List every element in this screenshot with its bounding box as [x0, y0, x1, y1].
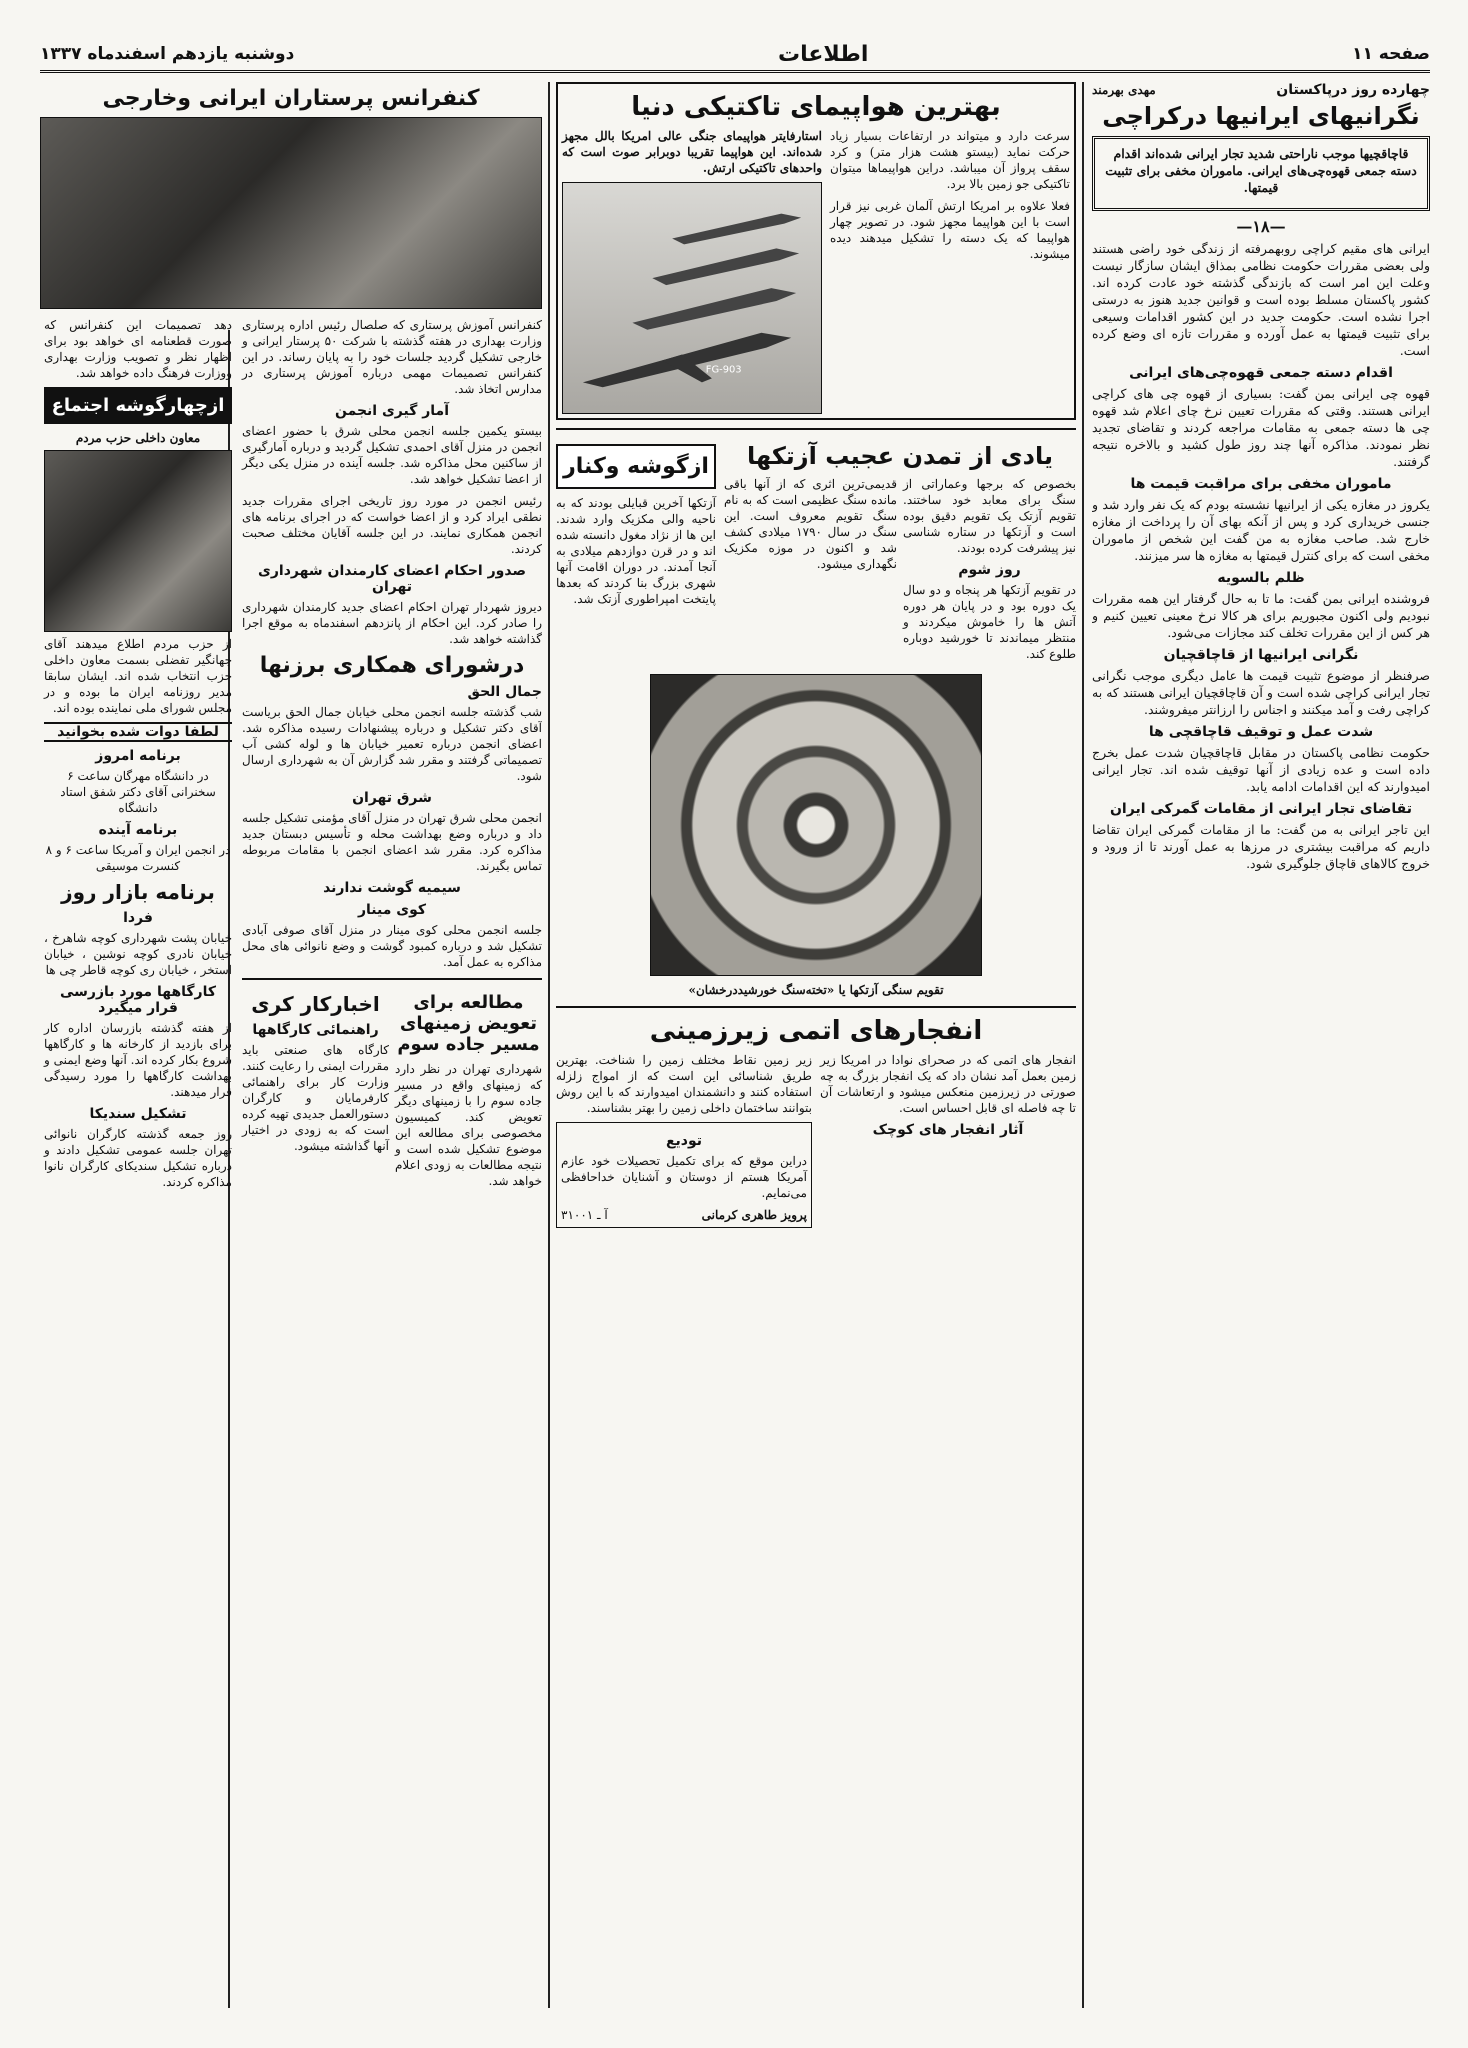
aztec-subheading: روز شوم — [958, 562, 1021, 578]
bazaar-headline: برنامه بازار روز — [61, 880, 215, 904]
subheading: کارگاهها مورد بازرسی قرار میگیرد — [59, 984, 217, 1016]
subheading: کوی مینار — [357, 902, 427, 918]
issue-date: دوشنبه یازدهم اسفندماه ۱۳۳۷ — [40, 44, 295, 64]
aztec-text: در تقویم آزتکها هر پنجاه و دو سال یک دوره بود و در پایان هر دوره آتش ها را خاموش میکردند و منتظر میماندند تا خورشید دوباره طلوع کند. — [903, 583, 1076, 661]
subheading: لطفا دوات شده بخوانید — [44, 722, 232, 742]
jets-text: فعلا علاوه بر امریکا ارتش آلمان غربی نیز قرار است با این هواپیما مجهز شود. در تصویر چهار هواپیما که یک دسته را تشکیل میدهند دیده میشوند. — [830, 199, 1070, 261]
program-title: برنامه امروز — [95, 748, 181, 764]
council-headline: درشورای همکاری برزنها — [259, 653, 525, 678]
paragraph: دیروز شهردار تهران احکام اعضای جدید کارمندان شهرداری را صادر کرد. این احکام از پانزدهم اسفندماه به موقع اجرا گذاشته خواهد شد. — [242, 600, 542, 646]
article-lead: قاچاقچیها موجب ناراحتی شدید تجار ایرانی شده‌اند اقدام دسته جمعی قهوه‌چی‌های ایرانی. ماموران مخفی برای تثبیت قیمتها. — [1105, 146, 1417, 195]
paragraph: جلسه انجمن محلی کوی مینار در منزل آقای صوفی آبادی تشکیل شد و درباره کمبود گوشت و وضع نانوائی های محل مذاکره به عمل آمد. — [242, 923, 542, 969]
subheading: ماموران مخفی برای مراقبت قیمت ها — [1130, 476, 1392, 492]
subheading: اقدام دسته جمعی قهوه‌چی‌های ایرانی — [1129, 365, 1393, 381]
atomic-text: انفجار های اتمی که در صحرای نوادا در امریکا زیر زمین بعمل آمد نشان داد که یک انفجار بزرگ به چه صورتی در زیرزمین منعکس میشود و ارتعاشات آن تا چه فاصله ای قابل احساس است. — [820, 1053, 1076, 1115]
section-banner: ازگوشه وکنار — [556, 444, 716, 489]
paragraph: حکومت نظامی پاکستان در مقابل قاچاقچیان شدت عمل بخرج داده است و عده زیادی از آنها توقیف شده اند. تجار ایرانی امیدوارند که این اقدامات ادامه یابد. — [1092, 745, 1430, 794]
farewell-text: دراین موقع که برای تکمیل تحصیلات خود عازم آمریکا هستم از دوستان و آشنایان خداحافظی می‌نمایم. — [561, 1154, 807, 1200]
subheading: راهنمائی کارگاهها — [252, 1022, 379, 1038]
left-area — [40, 82, 542, 2008]
subheading: جمال الحق — [467, 684, 542, 700]
paragraph: کارگاه های صنعتی باید مقررات ایمنی را رعایت کنند. وزارت کار برای راهنمائی کارفرمایان و کارگران دستورالعمل جدیدی تهیه کرده است که به زودی در اختیار آنها گذاشته میشود. — [242, 1043, 389, 1153]
paragraph: صرفنظر از موضوع تثبیت قیمت ها عامل دیگری موجب نگرانی تجار ایرانی کراچی شده است و آن قاچاقچیان ایرانی هستند که به کراچی رفت و آمد میکنند و اجناس را ارزانتر میفروشند. — [1092, 668, 1430, 717]
atomic-text: زیر زمین نقاط مختلف زمین را شناخت. بهترین طریق شناسائی این است که از امواج زلزله استفاده کنند و دانشمندان امیدوارند که با این روش بتوانند ساختمان داخلی زمین را بهتر بشناسند. — [556, 1053, 812, 1115]
paragraph: رئیس انجمن در مورد روز تاریخی اجرای مقررات جدید نطقی ایراد کرد و از اعضا خواست که در اجرای برنامه های انجمن همکاری نمایند. در این جلسه آقایان مختلف صحبت کردند. — [242, 494, 542, 556]
paragraph: شب گذشته جلسه انجمن محلی خیابان جمال الحق بریاست آقای دکتر تشکیل و درباره پیشنهادات رسیده مذاکره شد. اعضای انجمن درباره تعمیر خیابان ها و لوله کشی آب تصمیماتی گرفتند و مقرر شد گزارش آن به شهرداری ارسال شود. — [242, 705, 542, 783]
left-inner-right-column — [242, 317, 542, 1196]
program-title: برنامه آینده — [98, 822, 178, 838]
farewell-title: تودیع — [665, 1133, 703, 1149]
aztec-headline: یادی از تمدن عجیب آزتکها — [746, 442, 1053, 470]
paragraph: دهد تصمیمات این کنفرانس که صورت قطعنامه ای خواهد بود برای اظهار نظر و تصویب وزارت بهداری ووزارت فرهنگ داده خواهد شد. — [44, 318, 232, 380]
jets-photo — [562, 182, 822, 414]
subheading: نگرانی ایرانیها از قاچاقچیان — [1163, 647, 1359, 663]
paragraph: انجمن محلی شرق تهران در منزل آقای مؤمنی تشکیل جلسه داد و درباره وضع بهداشت محله و تأسیس دبستان جدید مذاکره کرد. مقرر شد اعضای انجمن با مقامات مربوطه تماس بگیرند. — [242, 811, 542, 873]
portrait-photo — [44, 450, 232, 632]
aztec-text: آزتکها آخرین قبایلی بودند که به ناحیه والی مکزیک وارد شدند. این ها از نژاد مغول دانسته شده اند و در قرن دوازدهم میلادی به آنجا آمدند. در دوران اقامت آنها شهری بزرگ بنا کردند که بعدها پایتخت امپراطوری آزتک شد. — [556, 496, 716, 606]
aztec-text: بخصوص که برجها وعماراتی از سنگ برای معابد خود ساختند. تقویم آزتک یک تقویم دقیق بوده است و آزتکها در ستاره شناسی نیز پیشرفت کرده بودند. — [903, 477, 1076, 555]
subheading: صدور احکام اعضای کارمندان شهرداری تهران — [258, 563, 526, 595]
center-column — [556, 82, 1076, 2008]
paragraph: از هفته گذشته بازرسان اداره کار برای بازدید از کارخانه ها و کارگاهها شروع بکار کرده اند. آنها وضع ایمنی و بهداشت کارگاهها را مورد رسیدگی قرار میدهند. — [44, 1021, 232, 1099]
jets-caption: استارفایتر هواپیمای جنگی عالی امریکا بالل مجهز شده‌اند. این هواپیما تقریبا دوبرابر صوت است که واحدهای تاکتیکی ارتش. — [562, 129, 822, 175]
subheading: شرق تهران — [352, 790, 432, 806]
subheading: فردا — [123, 910, 153, 926]
paragraph: یکروز در مغازه یکی از ایرانیها نشسته بودم که یک نفر وارد شد و جنسی خریداری کرد و پس از آنکه بهای آن را پرداخت از مغازه خارج شد. صاحب مغازه به من گفت این شخص از ماموران مخفی است که برای کنترل قیمتها به مغازه ها سر میزنند. — [1092, 497, 1430, 563]
article-headline: نگرانیهای ایرانیها درکراچی — [1102, 102, 1420, 130]
photo-caption: تقویم سنگی آزتکها یا «تخته‌سنگ خورشیددرخشان» — [688, 983, 944, 997]
portrait-caption: معاون داخلی حزب مردم — [75, 431, 201, 445]
subheading: آمار گیری انجمن — [334, 403, 450, 419]
paragraph: بیستو یکمین جلسه انجمن محلی شرق با حضور اعضای انجمن در منزل آقای احمدی تشکیل گردید و درباره آمارگیری از ساکنین محل مذاکره شد. جلسه آینده در منزل یکی دیگر از اعضا تشکیل خواهد شد. — [242, 424, 542, 486]
page-header — [40, 38, 1430, 73]
jets-headline: بهترین هواپیمای تاکتیکی دنیا — [631, 92, 1001, 122]
article-lead-box — [1092, 136, 1430, 211]
jets-text: سرعت دارد و میتواند در ارتفاعات بسیار زیاد حرکت نماید (بیستو هشت هزار متر) و کرد سقف پرواز آن میباشد. دراین هواپیماها میتوان تاکتیکی جو زمین بالا برد. — [830, 129, 1070, 191]
farewell-code: آ ـ ۳۱۰۰۱ — [561, 1208, 608, 1222]
newspaper-name: اطلاعات — [778, 41, 869, 67]
column-rule — [548, 82, 550, 2008]
article-kicker: چهارده روز درپاکستان — [1276, 82, 1430, 98]
paragraph: ایرانی های مقیم کراچی روبهمرفته از زندگی خود راضی هستند ولی بعضی مقررات حکومت نظامی بمذاق ایشان سازگار نیست وعلت این امر است که بازندگی گذشته خود عادت کرده اند. کشور پاکستان مسلط بوده است و قوانین جدید هنوز به درستی اجرا نشده است. حکومت جدید در این کشور اقدامات وسیعی برای تثبیت قیمتها به عمل آورده و مقررات تازه ای وضع کرده است. — [1092, 241, 1430, 358]
subheading: سیمیه گوشت ندارند — [323, 880, 461, 896]
section-banner: ازچهارگوشه اجتماع — [44, 387, 232, 424]
nurses-headline: کنفرانس پرستاران ایرانی وخارجی — [102, 86, 480, 111]
farewell-notice — [556, 1122, 812, 1228]
labor-headline: اخبارکار کری — [251, 992, 380, 1016]
karachi-article — [1092, 82, 1430, 2008]
atomic-headline: انفجارهای اتمی زیرزمینی — [649, 1016, 983, 1046]
tail-code: FG-903 — [705, 364, 742, 376]
program-text: در دانشگاه مهرگان ساعت ۶ سخنرانی آقای دکتر شفق استاد دانشگاه — [60, 769, 216, 815]
subheading: شدت عمل و توقیف قاچاقچی ها — [1148, 724, 1374, 740]
nurses-conference-photo — [40, 117, 542, 309]
author-name: مهدی بهرمند — [1092, 83, 1156, 97]
subheading: تقاضای تجار ایرانی از مقامات گمرکی ایران — [1109, 801, 1412, 817]
paragraph: این تاجر ایرانی به من گفت: ما از مقامات گمرکی ایران تقاضا داریم که مراقبت بیشتری در مرزها به عمل آورند تا از ورود و خروج کالاهای قاچاق جلوگیری شود. — [1092, 822, 1430, 871]
farewell-name: پرویز طاهری کرمانی — [701, 1208, 807, 1222]
page-number: صفحه ۱۱ — [1352, 44, 1430, 64]
column-rule — [1082, 82, 1084, 2008]
program-text: در انجمن ایران و آمریکا ساعت ۶ و ۸ کنسرت موسیقی — [45, 843, 231, 873]
paragraph: روز جمعه گذشته کارگران نانوائی تهران جلسه عمومی تشکیل دادند و درباره تشکیل سندیکای کارگران نانوا مذاکره کردند. — [44, 1127, 232, 1189]
subheading: ظلم بالسویه — [1217, 570, 1305, 586]
subheading: تشکیل سندیکا — [89, 1106, 187, 1122]
aztec-text: قدیمی‌ترین اثری که از آنها باقی مانده سنگ عظیمی است که به نام سنگ تقویم معروف است. این سنگ در سال ۱۷۹۰ میلادی کشف شد و اکنون در موزه مکزیک نگهداری میشود. — [724, 477, 897, 571]
paragraph: کنفرانس آموزش پرستاری که صلصال رئیس اداره پرستاری وزارت بهداری در هفته گذشته با شرکت ۵۰ پرستار ایرانی و خارجی تشکیل گردید جلسات خود را به پایان رساند. در این کنفرانس تصمیمات مهمی درباره آموزش پرستاری در مدارس اتخاذ شد. — [242, 318, 542, 396]
paragraph: خیابان پشت شهرداری کوچه شاهرخ ، خیابان نادری کوچه نوشین ، خیابان استخر ، خیابان ری کوچه قاطر چی ها — [44, 931, 232, 977]
paragraph: قهوه چی ایرانی بمن گفت: بسیاری از قهوه چی های کراچی ایرانی هستند. وقتی که مقررات تعیین نرخ چای اعلام شد قهوه چی ها دسته جمعی به مقامات مراجعه کردند و تقاضای تجدید نظر نمودند. مذاکره آنها چند روز طول کشید و بالاخره نتیجه گرفتند. — [1092, 386, 1430, 469]
atomic-subheading: آثار انفجار های کوچک — [872, 1122, 1024, 1138]
jets-story — [556, 82, 1076, 420]
fighter-jets-image — [563, 183, 821, 413]
aztec-calendar-photo — [650, 674, 982, 976]
paragraph: شهرداری تهران در نظر دارد که زمینهای واقع در مسیر جاده سوم را با زمینهای دیگر تعویض کند. کمیسیون مخصوصی برای مطالعه این موضوع تشکیل شده است و نتیجه مطالعات به زودی اعلام خواهد شد. — [395, 1062, 542, 1188]
installment-number: —۱۸— — [1236, 217, 1286, 236]
road-headline: مطالعه برای تعویض زمینهای مسیر جاده سوم — [397, 992, 540, 1055]
paragraph: از حزب مردم اطلاع میدهند آقای جهانگیر تفضلی بسمت معاون داخلی حزب انتخاب شده اند. ایشان سابقا مدیر روزنامه ایران ما بوده و در مجلس شورای ملی نماینده بوده اند. — [44, 637, 232, 715]
left-inner-left-column — [44, 317, 232, 1196]
paragraph: فروشنده ایرانی بمن گفت: ما تا به حال گرفتار این همه مقررات نبودیم ولی اکنون مجبوریم برای هر کالا نرخ معینی تعیین کنیم و هر کس از این مقررات تخلف کند مجازات می‌شود. — [1092, 591, 1430, 640]
